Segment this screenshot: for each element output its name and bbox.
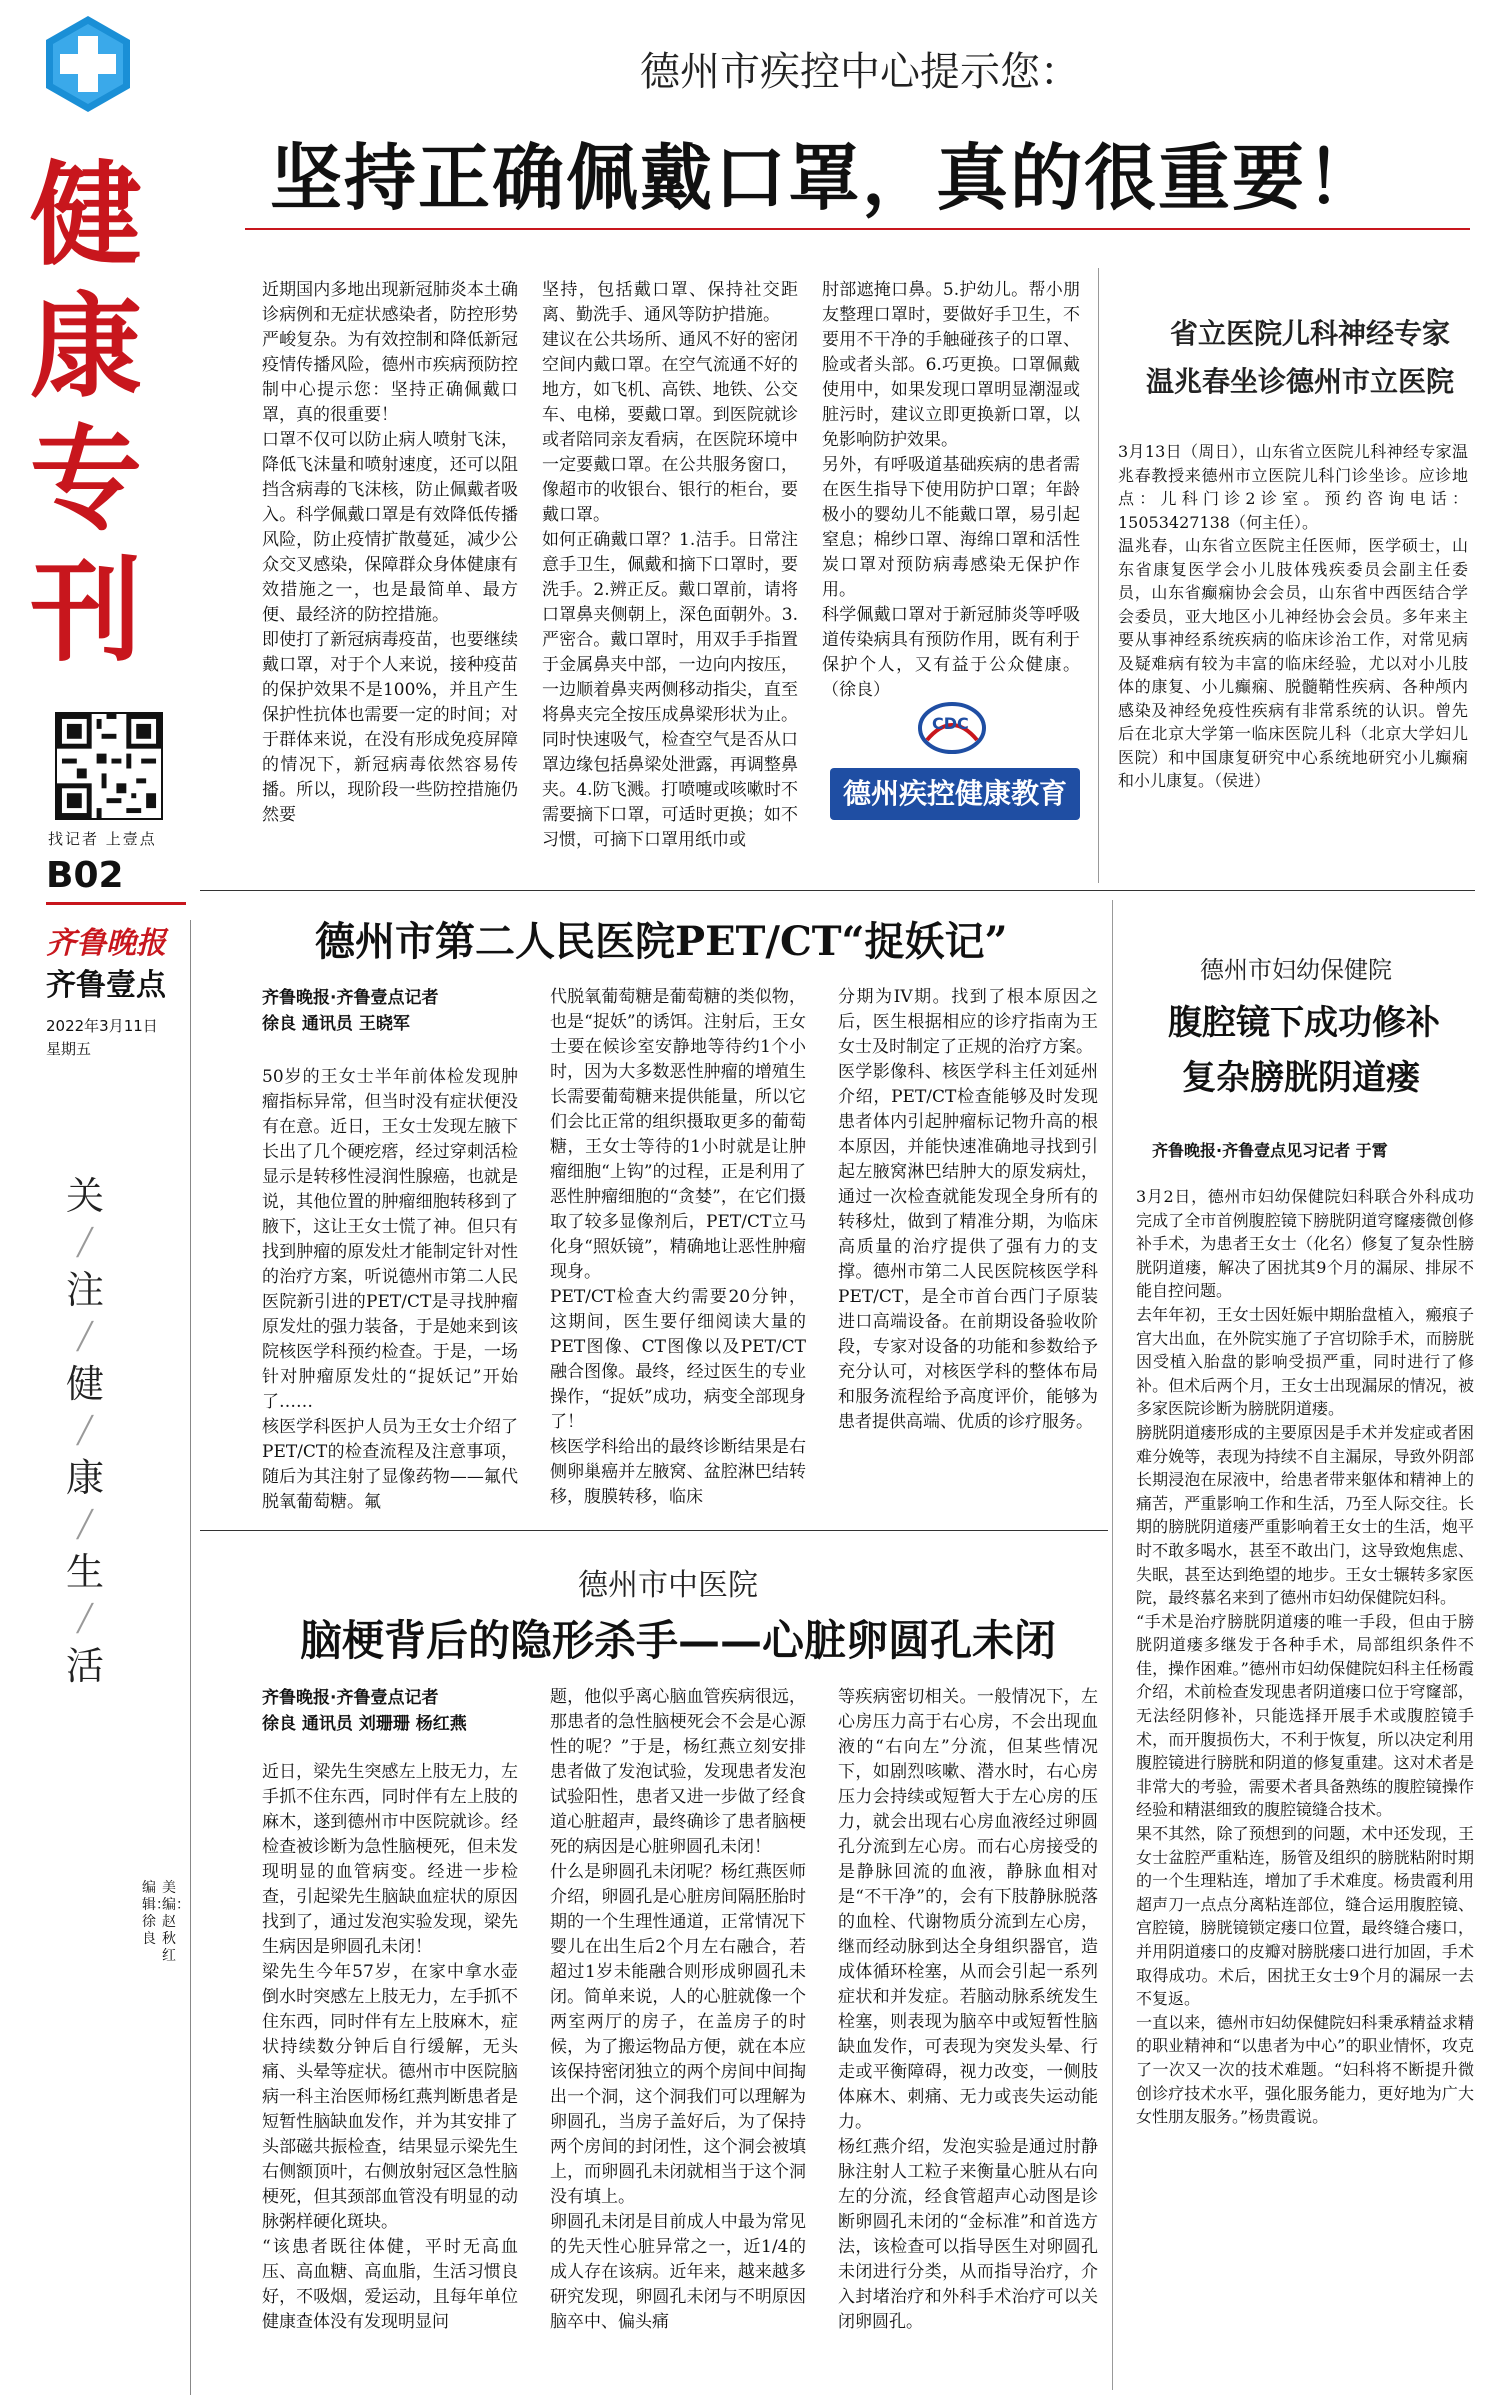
divider-main-right bbox=[1098, 268, 1099, 883]
qr-caption: 找记者 上壹点 bbox=[48, 830, 157, 848]
petct-byline: 齐鲁晚报·齐鲁壹点记者 徐良 通讯员 王晓军 bbox=[262, 988, 439, 1034]
cdc-logo-text: CDC bbox=[932, 714, 969, 733]
tcm-headline: 脑梗背后的隐形杀手——心脏卵圆孔未闭 bbox=[300, 1616, 1057, 1665]
main-col-2: 坚持，包括戴口罩、保持社交距离、勤洗手、通风等防护措施。 建议在公共场所、通风不好的密闭空间内戴口罩。在空气流通不好的地方，如飞机、高铁、地铁、公交车、电梯，要戴口罩。到医院就诊或者陪同亲友看病，在医院环境中一定要戴口罩。在公共服务窗口，像超市的收银台、银行的柜台，要戴口罩。 如何正确戴口罩？1.洁手。日常注意手卫生，佩戴和摘下口罩时，要洗手。2.辨正反。戴口罩前，请将口罩鼻夹侧朝上，深色面朝外。3.严密合。戴口罩时，用双手手指置于金属鼻夹中部，一边向内按压，一边顺着鼻夹两侧移动指尖，直至将鼻夹完全按压成鼻梁形状为止。同时快速吸气，检查空气是否从口罩边缘包括鼻梁处泄露，再调整鼻夹。4.防飞溅。打喷嚏或咳嗽时不需要摘下口罩，可适时更换；如不习惯，可摘下口罩用纸巾或 bbox=[542, 280, 798, 850]
maternal-byline: 齐鲁晚报·齐鲁壹点见习记者 于霄 bbox=[1152, 1141, 1388, 1160]
slogan-char: 注 bbox=[65, 1268, 104, 1312]
app-name: 齐鲁壹点 bbox=[46, 968, 166, 1003]
main-col-3: 肘部遮掩口鼻。5.护幼儿。帮小朋友整理口罩时，要做好手卫生，不要用不干净的手触碰孩子的口罩、脸或者头部。6.巧更换。口罩佩戴使用中，如果发现口罩明显潮湿或脏污时，建议立即更换新口罩，以免影响防护效果。 另外，有呼吸道基础疾病的患者需在医生指导下使用防护口罩；年龄极小的婴幼儿不能戴口罩，易引起窒息；棉纱口罩、海绵口罩和活性炭口罩对预防病毒感染无保护作用。 科学佩戴口罩对于新冠肺炎等呼吸道传染病具有预防作用，既有利于保护个人，又有益于公众健康。（徐良） bbox=[822, 280, 1080, 700]
petct-col-3: 分期为IV期。找到了根本原因之后，医生根据相应的诊疗指南为王女士及时制定了正规的治疗方案。 医学影像科、核医学科主任刘延州介绍，PET/CT检查能够及时发现患者体内引起肿瘤标记物升高的根本原因，并能快速准确地寻找到引起左腋窝淋巴结肿大的原发病灶，通过一次检查就能发现全身所有的转移灶，做到了精准分期，为临床高质量的治疗提供了强有力的支撑。德州市第二人民医院核医学科PET/CT，是全市首台西门子原装进口高端设备。在前期设备验收阶段，专家对设备的功能和参数给予充分认可，对核医学科的整体布局和服务流程给予高度评价，能够为患者提供高端、优质的诊疗服务。 bbox=[838, 987, 1098, 1432]
issue-date: 2022年3月11日 bbox=[46, 1017, 158, 1035]
page-number: B02 bbox=[46, 855, 124, 896]
masthead-column bbox=[0, 0, 190, 2395]
slogan-char: 生 bbox=[65, 1550, 104, 1594]
cdc-ad-banner bbox=[822, 700, 1080, 840]
slogan-char: 关 bbox=[65, 1174, 104, 1218]
main-kicker: 德州市疾控中心提示您： bbox=[640, 49, 1080, 95]
medical-cross-icon bbox=[38, 14, 138, 114]
paper-name: 齐鲁晚报 bbox=[46, 926, 166, 961]
tcm-col-3: 等疾病密切相关。一般情况下，左心房压力高于右心房，不会出现血液的“右向左”分流，但某些情况下，如剧烈咳嗽、潜水时，右心房压力会持续或短暂大于左心房的压力，就会出现右心房血液经过卵圆孔分流到左心房。而右心房接受的是静脉回流的血液，静脉血相对是“不干净”的，会有下肢静脉脱落的血栓、代谢物质分流到左心房，继而经动脉到达全身组织器官，造成体循环栓塞，从而会引起一系列症状和并发症。若脑动脉系统发生栓塞，则表现为脑卒中或短暂性脑缺血发作，可表现为突发头晕、行走或平衡障碍，视力改变，一侧肢体麻木、刺痛、无力或丧失运动能力。 杨红燕介绍，发泡实验是通过肘静脉注射人工粒子来衡量心脏从右向左的分流，经食管超声心动图是诊断卵圆孔未闭的“金标准”和首选方法，该检查可以指导医生对卵圆孔未闭进行分类，从而指导治疗，介入封堵治疗和外科手术治疗可以关闭卵圆孔。 bbox=[838, 1687, 1098, 2332]
petct-headline: 德州市第二人民医院PET/CT“捉妖记” bbox=[315, 918, 1008, 965]
petct-col-1: 50岁的王女士半年前体检发现肿瘤指标异常，但当时没有症状便没有在意。近日，王女士发现左腋下长出了几个硬疙瘩，经过穿刺活检显示是转移性浸润性腺癌，也就是说，其他位置的肿瘤细胞转移到了腋下，这让王女士慌了神。但只有找到肿瘤的原发灶才能制定针对性的治疗方案，听说德州市第二人民医院新引进的PET/CT是寻找肿瘤原发灶的强力装备，于是她来到该院核医学科预约检查。于是，一场针对肿瘤原发灶的“捉妖记”开始了…… 核医学科医护人员为王女士介绍了PET/CT的检查流程及注意事项，随后为其注射了显像药物——氟代脱氧葡萄糖。氟 bbox=[262, 1067, 518, 1512]
tcm-byline: 齐鲁晚报·齐鲁壹点记者 徐良 通讯员 刘珊珊 杨红燕 bbox=[262, 1688, 467, 1734]
petct-col-2: 代脱氧葡萄糖是葡萄糖的类似物，也是“捉妖”的诱饵。注射后，王女士要在候诊室安静地等待约1个小时，因为大多数恶性肿瘤的增殖生长需要葡萄糖来提供能量，所以它们会比正常的组织摄取更多的葡萄糖，王女士等待的1小时就是让肿瘤细胞“上钩”的过程，正是利用了恶性肿瘤细胞的“贪婪”，在它们摄取了较多显像剂后，PET/CT立马化身“照妖镜”，精确地让恶性肿瘤现身。 PET/CT检查大约需要20分钟，这期间，医生要仔细阅读大量的PET图像、CT图像以及PET/CT融合图像。最终，经过医生的专业操作，“捉妖”成功，病变全部现身了！ 核医学科给出的最终诊断结果是右侧卵巢癌并左腋窝、盆腔淋巴结转移，腹膜转移，临床 bbox=[550, 987, 806, 1507]
main-col-1: 近期国内多地出现新冠肺炎本土确诊病例和无症状感染者，防控形势严峻复杂。为有效控制和降低新冠疫情传播风险，德州市疾病预防控制中心提示您：坚持正确佩戴口罩，真的很重要！ 口罩不仅可以防止病人喷射飞沫，降低飞沫量和喷射速度，还可以阻挡含病毒的飞沫核，防止佩戴者吸入。科学佩戴口罩是有效降低传播风险，防止疫情扩散蔓延，减少公众交叉感染，保障群众身体健康有效措施之一，也是最简单、最方便、最经济的防控措施。 即使打了新冠病毒疫苗，也要继续戴口罩，对于个人来说，接种疫苗的保护效果不是100%，并且产生保护性抗体也需要一定的时间；对于群体来说，在没有形成免疫屏障的情况下，新冠病毒依然容易传播。所以，现阶段一些防控措施仍然要 bbox=[262, 280, 518, 825]
divider-petct-right bbox=[1112, 900, 1113, 2390]
tcm-col-1: 近日，梁先生突感左上肢无力，左手抓不住东西，同时伴有左上肢的麻木，遂到德州市中医院就诊。经检查被诊断为急性脑梗死，但未发现明显的血管病变。经进一步检查，引起梁先生脑缺血症状的原因找到了，通过发泡实验发现，梁先生病因是卵圆孔未闭！ 梁先生今年57岁，在家中拿水壶倒水时突感左上肢无力，左手抓不住东西，同时伴有左上肢麻木，症状持续数分钟后自行缓解，无头痛、头晕等症状。德州市中医院脑病一科主治医师杨红燕判断患者是短暂性脑缺血发作，并为其安排了头部磁共振检查，结果显示梁先生右侧额顶叶，右侧放射冠区急性脑梗死，但其颈部血管没有明显的动脉粥样硬化斑块。 “该患者既往体健，平时无高血压、高血糖、高血脂，生活习惯良好，不吸烟，爱运动，且每年单位健康查体没有发现明显问 bbox=[262, 1762, 518, 2332]
maternal-headline-2: 复杂膀胱阴道瘘 bbox=[1182, 1058, 1420, 1098]
main-headline-rule bbox=[245, 228, 1470, 230]
editor-credit: 美编：赵秋红 bbox=[162, 1880, 190, 1964]
masthead-rule bbox=[190, 920, 191, 2395]
rule-mid-2 bbox=[200, 1530, 1108, 1531]
pediatric-body: 3月13日（周日），山东省立医院儿科神经专家温兆春教授来德州市立医院儿科门诊坐诊。应诊地点：儿科门诊2诊室。预约咨询电话：15053427138（何主任）。 温兆春，山东省立医院主任医师，医学硕士，山东省康复医学会小儿肢体残疾委员会副主任委员，山东省癫痫协会会员，山东省中西医结合学会委员，亚大地区小儿神经协会会员。多年来主要从事神经系统疾病的临床诊治工作，对常见病及疑难病有较为丰富的临床经验，尤以对小儿肢体的康复、小儿癫痫、脱髓鞘性疾病、各种颅内感染及神经免疫性疾病有非常系统的认识。曾先后在北京大学第一临床医院儿科（北京大学妇儿医院）和中国康复研究中心系统地研究小儿癫痫和小儿康复。（侯进） bbox=[1118, 442, 1468, 790]
maternal-body: 3月2日，德州市妇幼保健院妇科联合外科成功完成了全市首例腹腔镜下膀胱阴道穹窿瘘微创修补手术，为患者王女士（化名）修复了复杂性膀胱阴道瘘，解决了困扰其9个月的漏尿、排尿不能自控问题。 去年年初，王女士因妊娠中期胎盘植入，瘢痕子宫大出血，在外院实施了子宫切除手术，而膀胱因受植入胎盘的影响受损严重，同时进行了修补。但术后两个月，王女士出现漏尿的情况，被多家医院诊断为膀胱阴道瘘。 膀胱阴道瘘形成的主要原因是手术并发症或者困难分娩等，表现为持续不自主漏尿，导致外阴部长期浸泡在尿液中，给患者带来躯体和精神上的痛苦，严重影响工作和生活，乃至人际交往。长期的膀胱阴道瘘严重影响着王女士的生活，炮平时不敢多喝水，甚至不敢出门，这导致炮焦虑、失眠，甚至达到绝望的地步。王女士辗转多家医院，最终慕名来到了德州市妇幼保健院妇科。 “手术是治疗膀胱阴道瘘的唯一手段，但由于膀胱阴道瘘多继发于各种手术，局部组织条件不佳，操作困难。”德州市妇幼保健院妇科主任杨霞介绍，术前检查发现患者阴道瘘口位于穹窿部，无法经阴修补，只能选择开展手术或腹腔镜手术，而开腹损伤大，不利于恢复，所以决定利用腹腔镜进行膀胱和阴道的修复重建。这对术者是非常大的考验，需要术者具备熟练的腹腔镜操作经验和精湛细致的腹腔镜缝合技术。 果不其然，除了预想到的问题，术中还发现，王女士盆腔严重粘连，肠管及组织的膀胱粘附时期的一个生理粘连，增加了手术难度。杨贵霞利用超声刀一点点分离粘连部位，缝合运用腹腔镜、宫腔镜，膀胱镜锁定瘘口位置，最终缝合瘘口，并用阴道瘘口的皮瓣对膀胱瘘口进行加固，手术取得成功。术后，困扰王女士9个月的漏尿一去不复返。 一直以来，德州市妇幼保健院妇科秉承精益求精的职业精神和“以患者为中心”的职业情怀，攻克了一次又一次的技术难题。“妇科将不断提升微创诊疗技术水平，强化服务能力，更好地为广大女性朋友服务。”杨贵霞说。 bbox=[1136, 1187, 1474, 2127]
slogan-char: 健 bbox=[65, 1362, 104, 1406]
tcm-kicker: 德州市中医院 bbox=[578, 1568, 758, 1603]
editor-credit-2: 编辑：徐良 bbox=[142, 1880, 170, 1947]
maternal-headline-1: 腹腔镜下成功修补 bbox=[1168, 1003, 1440, 1043]
pediatric-kicker: 省立医院儿科神经专家 bbox=[1170, 317, 1451, 350]
main-headline: 坚持正确佩戴口罩，真的很重要！ bbox=[270, 135, 1381, 220]
issue-weekday: 星期五 bbox=[46, 1040, 92, 1058]
slogan-char: 康 bbox=[65, 1456, 104, 1500]
slogan: 关 ╱ 注 ╱ 健 ╱ 康 ╱ 生 ╱ 活 bbox=[55, 1170, 115, 1692]
section-title: 健康专刊 bbox=[30, 151, 142, 677]
masthead-divider bbox=[46, 902, 186, 905]
maternal-kicker: 德州市妇幼保健院 bbox=[1200, 956, 1392, 984]
rule-mid-1 bbox=[200, 890, 1475, 891]
slogan-char: 活 bbox=[65, 1644, 104, 1688]
pediatric-headline: 温兆春坐诊德州市立医院 bbox=[1146, 365, 1455, 398]
qr-code-icon[interactable] bbox=[55, 712, 163, 820]
ad-text: 德州疾控健康教育 bbox=[830, 768, 1080, 820]
tcm-col-2: 题，他似乎离心脑血管疾病很远，那患者的急性脑梗死会不会是心源性的呢？”于是，杨红燕立刻安排患者做了发泡试验，发现患者发泡试验阳性，患者又进一步做了经食道心脏超声，最终确诊了患者脑梗死的病因是心脏卵圆孔未闭！ 什么是卵圆孔未闭呢？杨红燕医师介绍，卵圆孔是心脏房间隔胚胎时期的一个生理性通道，正常情况下婴儿在出生后2个月左右融合，若超过1岁未能融合则形成卵圆孔未闭。简单来说，人的心脏就像一个两室两厅的房子，在盖房子的时候，为了搬运物品方便，就在本应该保持密闭独立的两个房间中间掏出一个洞，这个洞我们可以理解为卵圆孔，当房子盖好后，为了保持两个房间的封闭性，这个洞会被填上，而卵圆孔未闭就相当于这个洞没有填上。 卵圆孔未闭是目前成人中最为常见的先天性心脏异常之一，近1/4的成人存在该病。近年来，越来越多研究发现，卵圆孔未闭与不明原因脑卒中、偏头痛 bbox=[550, 1687, 806, 2332]
